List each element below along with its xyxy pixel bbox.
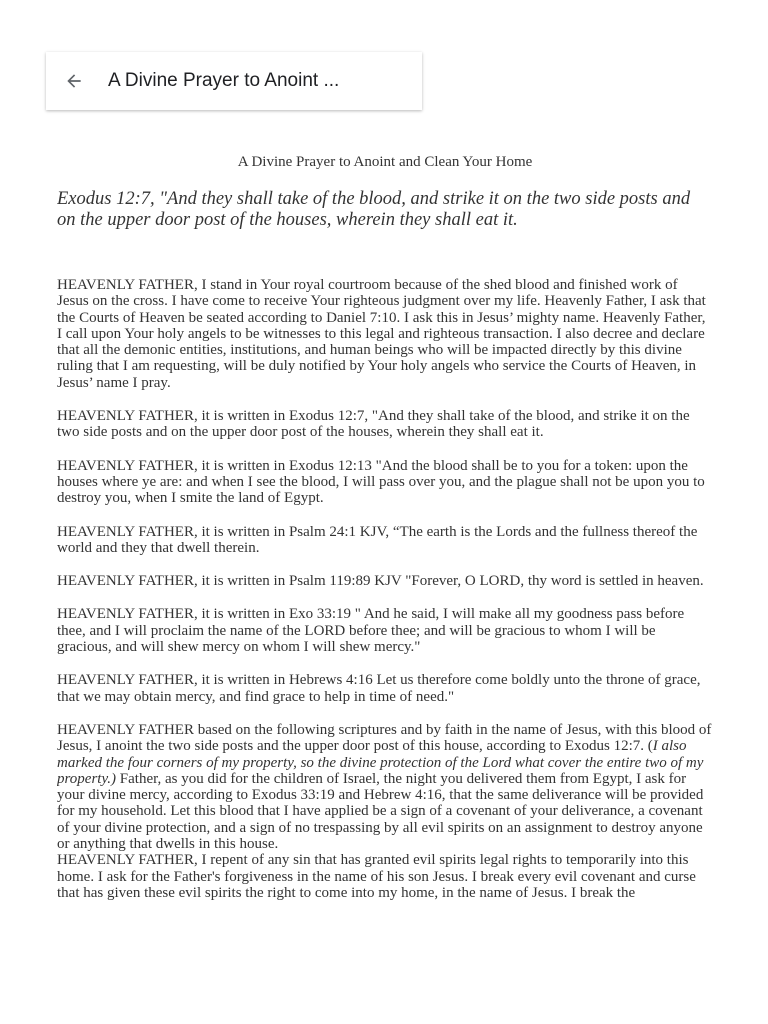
paragraph: HEAVENLY FATHER, it is written in Exodus 12:13 "And the blood shall be to you for a token: upon the houses where ye are: and when I see the blood, I will pass over you, and the plague shall not be upon you to destroy you, when I smite the land of Egypt. [57, 457, 705, 507]
paragraph: HEAVENLY FATHER, I repent of any sin that has granted evil spirits legal rights to temporarily into this home. I ask for the Father's forgiveness in the name of his son Jesus. I break every evil covenant and curse that has given these evil spirits the right to come into my home, in the name of Jesus. I break the [57, 852, 696, 901]
paragraph: HEAVENLY FATHER, it is written in Psalm 119:89 KJV "Forever, O LORD, thy word is settled in heaven. [57, 573, 704, 590]
paragraph: HEAVENLY FATHER, it is written in Hebrews 4:16 Let us therefore come boldly unto the throne of grace, that we may obtain mercy, and find grace to help in time of need." [57, 672, 701, 705]
paragraph: HEAVENLY FATHER, it is written in Exo 33:19 " And he said, I will make all my goodness pass before thee, and I will proclaim the name of the LORD before thee; and will be gracious to whom I will be gracious, and will shew mercy on whom I will shew mercy." [57, 606, 685, 656]
paragraph-anointing [57, 722, 713, 852]
paragraph-text: HEAVENLY FATHER based on the following scriptures and by faith in the name of Jesus, with this blood of Jesus, I anoint the two side posts and the upper door post of this house, according to Exodus 12:7. ( [57, 721, 712, 755]
epigraph: Exodus 12:7, "And they shall take of the blood, and strike it on the two side posts and on the upper door post of the houses, wherein they shall eat it. [57, 189, 691, 230]
paragraph-italic-note: I also marked the four corners of my property, so the divine protection of the Lord what cover the entire two of my property.) [57, 738, 704, 787]
paragraph: HEAVENLY FATHER, it is written in Exodus 12:7, "And they shall take of the blood, and strike it on the two side posts and on the upper door post of the houses, wherein they shall eat it. [57, 408, 690, 441]
back-button[interactable] [62, 69, 86, 93]
header-title: A Divine Prayer to Anoint ... [108, 70, 340, 91]
paragraph: HEAVENLY FATHER, it is written in Psalm 24:1 KJV, “The earth is the Lords and the fullness thereof the world and they that dwell therein. [57, 523, 698, 556]
paragraph-text: Father, as you did for the children of Israel, the night you delivered them from Egypt, I ask for your divine mercy, according to Exodus 33:19 and Hebrew 4:16, that the same deliverance will be provided for my household. Let this blood that I have applied be a sign of a covenant of your deliverance, a covenant of your divine protection, and a sign of no trespassing by all evil spirits on an assignment to destroy anyone or anything that dwells in this house. [57, 770, 704, 853]
paragraph: HEAVENLY FATHER, I stand in Your royal courtroom because of the shed blood and finished work of Jesus on the cross. I have come to receive Your righteous judgment over my life. Heavenly Father, I ask that the Courts of Heaven be seated according to Daniel 7:10. I ask this in Jesus’ mighty name. Heavenly Father, I call upon Your holy angels to be witnesses to this legal and righteous transaction. I also decree and declare that all the demonic entities, institutions, and human beings who will be impacted directly by this divine ruling that I am requesting, will be duly notified by Your holy angels who service the Courts of Heaven, in Jesus’ name I pray. [57, 277, 706, 391]
arrow-left-icon [64, 71, 84, 91]
app-header [46, 52, 422, 110]
document-title: A Divine Prayer to Anoint and Clean Your Home [237, 154, 533, 170]
document-page [57, 150, 713, 928]
